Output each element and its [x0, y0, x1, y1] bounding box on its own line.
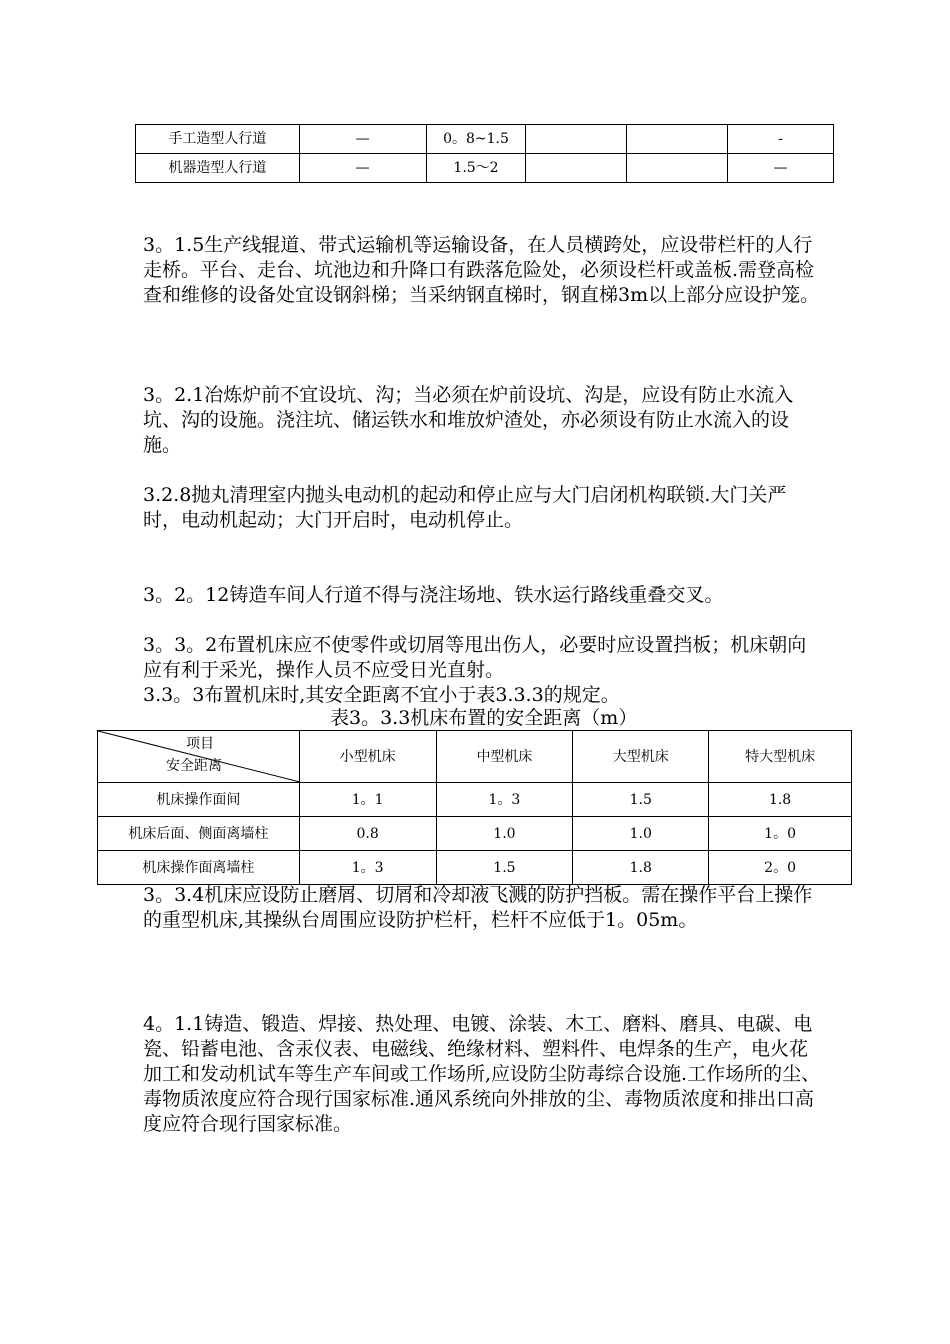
table-cell: 1.0 [573, 817, 709, 851]
table-cell: 2。0 [709, 851, 852, 885]
table-cell: 1.8 [709, 783, 852, 817]
table-cell: 1.5 [436, 851, 573, 885]
row-label: 机床操作面间 [98, 783, 300, 817]
table-row [98, 851, 852, 885]
column-header: 特大型机床 [709, 731, 852, 783]
table-caption: 表3。3.3机床布置的安全距离（m） [330, 707, 638, 729]
table-cell: 1.5 [573, 783, 709, 817]
table-cell: 1。0 [709, 817, 852, 851]
machine-tool-distance-table [97, 730, 852, 885]
table-cell [526, 154, 627, 183]
corner-label-distance: 安全距离 [166, 758, 222, 774]
table-row [136, 125, 834, 154]
table-cell: - [728, 125, 834, 154]
paragraph-3-3-2: 3。3。2布置机床应不使零件或切屑等甩出伤人，必要时应设置挡板；机床朝向应有利于采光，操作人员不应受日光直射。 [143, 634, 807, 681]
row-label: 机床后面、侧面离墙柱 [98, 817, 300, 851]
table-cell: 0。8~1.5 [426, 125, 526, 154]
corner-label-item: 项目 [186, 736, 214, 752]
paragraph-3-3-3: 3.3。3布置机床时,其安全距离不宜小于表3.3.3的规定。 [143, 684, 620, 706]
table-row [98, 783, 852, 817]
paragraph-3-2-12: 3。2。12铸造车间人行道不得与浇注场地、铁水运行路线重叠交叉。 [143, 584, 724, 606]
column-header: 大型机床 [573, 731, 709, 783]
table-cell: — [728, 154, 834, 183]
table-cell [627, 154, 728, 183]
walkway-width-table [135, 124, 834, 183]
table-cell: 1.8 [573, 851, 709, 885]
diagonal-header-cell [98, 731, 300, 783]
table-header-row [98, 731, 852, 783]
table-cell: 1。3 [436, 783, 573, 817]
table-cell: 1.5～2 [426, 154, 526, 183]
row-label: 机床操作面离墙柱 [98, 851, 300, 885]
column-header: 中型机床 [436, 731, 573, 783]
table-row [136, 154, 834, 183]
table-cell: — [299, 154, 426, 183]
table-cell: 0.8 [299, 817, 436, 851]
table-cell: 机器造型人行道 [136, 154, 300, 183]
table-row [98, 817, 852, 851]
table-cell [627, 125, 728, 154]
table-cell: 手工造型人行道 [136, 125, 300, 154]
table-cell [526, 125, 627, 154]
paragraph-3-1-5: 3。1.5生产线辊道、带式运输机等运输设备，在人员横跨处，应设带栏杆的人行走桥。平台、走台、坑池边和升降口有跌落危险处，必须设栏杆或盖板.需登高检查和维修的设备处宜设钢斜梯；当采纳钢直梯时，钢直梯3m以上部分应设护笼。 [143, 234, 820, 306]
column-header: 小型机床 [299, 731, 436, 783]
table-cell: 1.0 [436, 817, 573, 851]
paragraph-3-3-4: 3。3.4机床应设防止磨屑、切屑和冷却液飞溅的防护挡板。需在操作平台上操作的重型机床,其操纵台周围应设防护栏杆，栏杆不应低于1。05m。 [143, 884, 813, 931]
paragraph-4-1-1: 4。1.1铸造、锻造、焊接、热处理、电镀、涂装、木工、磨料、磨具、电碳、电瓷、铅蓄电池、含汞仪表、电磁线、绝缘材料、塑料件、电焊条的生产，电火花加工和发动机试车等生产车间或工作场所,应设防尘防毒综合设施.工作场所的尘、毒物质浓度应符合现行国家标准.通风系统向外排放的尘、毒物质浓度和排出口高度应符合现行国家标准。 [143, 1013, 821, 1135]
table-cell: 1。1 [299, 783, 436, 817]
table-cell: 1。3 [299, 851, 436, 885]
table-cell: — [299, 125, 426, 154]
paragraph-3-2-1: 3。2.1冶炼炉前不宜设坑、沟；当必须在炉前设坑、沟是，应设有防止水流入坑、沟的设施。浇注坑、储运铁水和堆放炉渣处，亦必须设有防止水流入的设施。 [143, 384, 794, 456]
paragraph-3-2-8: 3.2.8抛丸清理室内抛头电动机的起动和停止应与大门启闭机构联锁.大门关严时，电动机起动；大门开启时，电动机停止。 [143, 484, 787, 531]
